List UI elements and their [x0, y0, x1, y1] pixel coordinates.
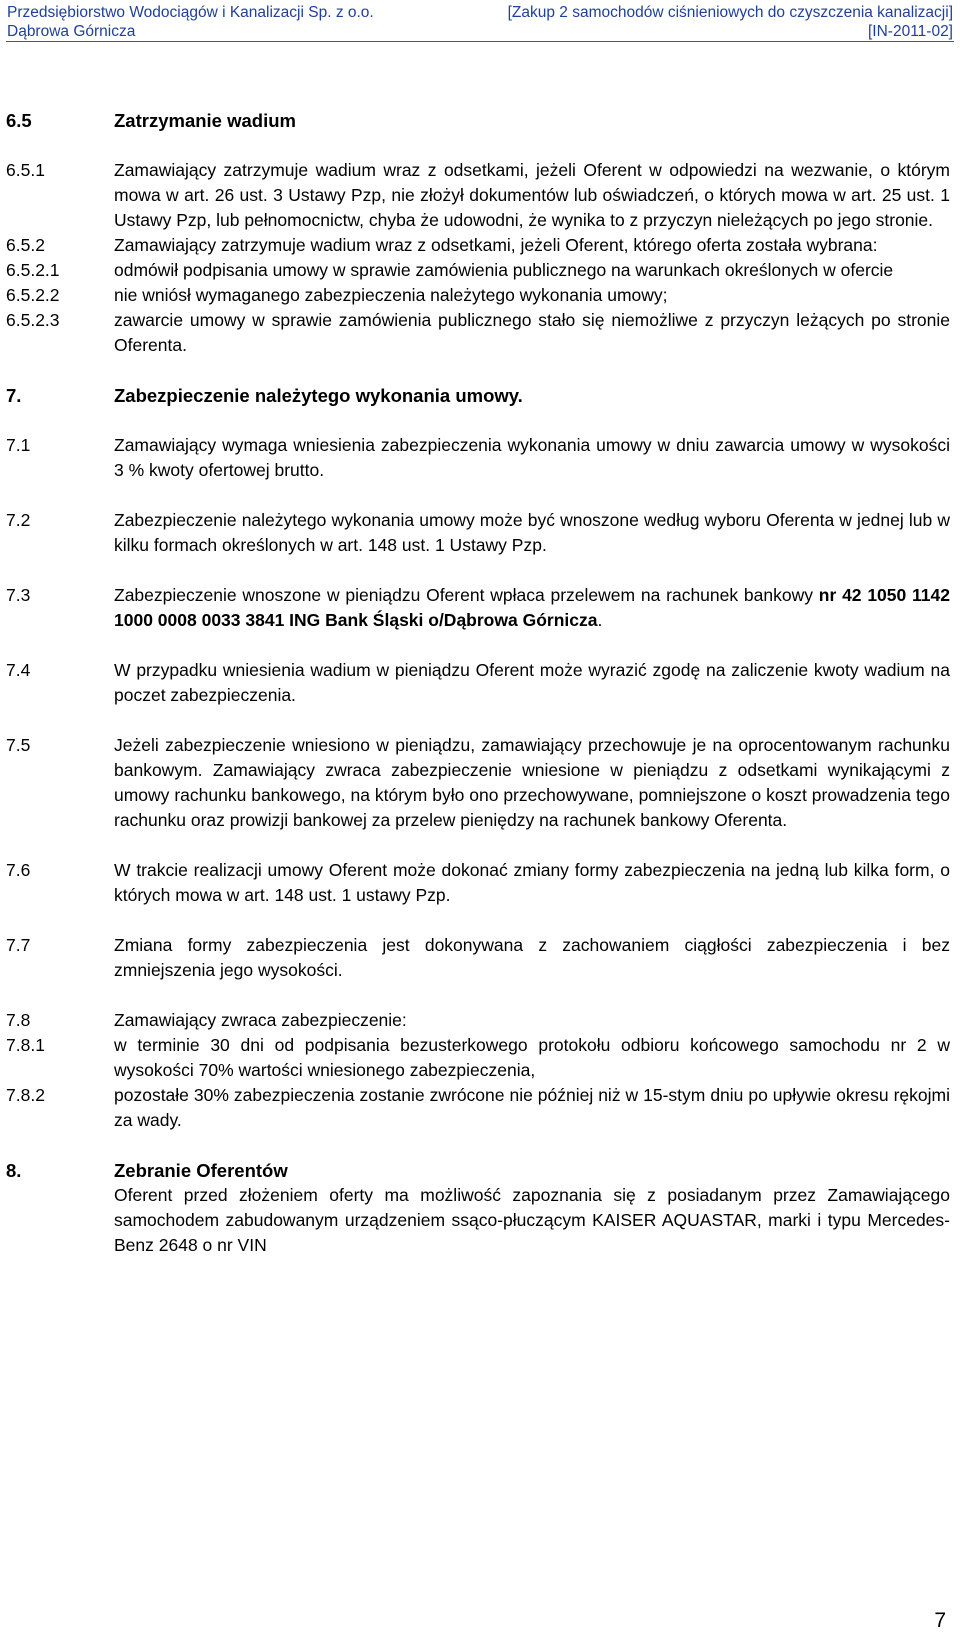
- clause-6-5-2-3: [6, 308, 950, 358]
- header-company-name: Przedsiębiorstwo Wodociągów i Kanalizacji Sp. z o.o.: [7, 4, 374, 21]
- clause-6-5-1: [6, 158, 950, 233]
- clause-6-5-2-2: [6, 283, 950, 308]
- section-number: 7.: [6, 385, 22, 406]
- section-heading-6-5: [6, 108, 950, 133]
- clause-text-part: 3 Ustawy Pzp, nie złożył dokumentów lub oświadczeń, o których mowa w art. 25 ust.: [273, 185, 941, 205]
- clause-text: odmówił podpisania umowy w sprawie zamówienia publicznego na warunkach określonych w ofercie: [114, 260, 894, 280]
- clause-7-8-2: [6, 1083, 950, 1133]
- section-title: Zebranie Oferentów: [114, 1160, 288, 1181]
- clause-number: 7.3: [6, 585, 31, 605]
- clause-number: 7.1: [6, 435, 31, 455]
- section-8-paragraph: [6, 1183, 950, 1258]
- clause-7-8-1: [6, 1033, 950, 1083]
- clause-text: nie wniósł wymaganego zabezpieczenia należytego wykonania umowy;: [114, 285, 668, 305]
- clause-number: 7.7: [6, 935, 31, 955]
- clause-7-8: [6, 1008, 950, 1033]
- clause-text: w terminie 30 dni od podpisania bezusterkowego protokołu odbioru końcowego samochodu nr 2 w wysokości 70% wartości wniesionego zabezpieczenia,: [114, 1035, 950, 1080]
- clause-7-4: [6, 658, 950, 708]
- clause-text: [114, 583, 950, 633]
- clause-text: Zabezpieczenie należytego wykonania umowy może być wnoszone według wyboru Oferenta w jednej lub w kilku formach określonych w art. 148 ust. 1 Ustawy Pzp.: [114, 510, 950, 555]
- section-heading-7: [6, 383, 950, 408]
- header-company: [7, 3, 374, 41]
- section-title: Zabezpieczenie należytego wykonania umowy.: [114, 385, 523, 406]
- clause-number: 6.5.1: [6, 160, 45, 180]
- clause-number: 6.5.2.2: [6, 285, 60, 305]
- clause-text: Jeżeli zabezpieczenie wniesiono w pieniądzu, zamawiający przechowuje je na oprocentowanym rachunku bankowym. Zamawiający zwraca zabezpieczenie wniesione w pieniądzu z odsetkami wynikającymi z umowy rachunku bankowego, na którym było ono przechowywane, pomniejszone o koszt prowadzenia tego rachunku oraz prowizji bankowej za przelew pieniędzy na rachunek bankowy Oferenta.: [114, 735, 950, 830]
- header-subject-code: [IN-2011-02]: [867, 23, 953, 40]
- clause-number: 7.5: [6, 735, 31, 755]
- clause-text: [114, 158, 950, 233]
- clause-7-1: [6, 433, 950, 483]
- section-number: 8.: [6, 1160, 22, 1181]
- clause-7-2: [6, 508, 950, 558]
- clause-text: zawarcie umowy w sprawie zamówienia publicznego stało się niemożliwe z przyczyn leżących po stronie Oferenta.: [114, 310, 950, 355]
- page-header: [0, 0, 960, 44]
- clause-text: Zamawiający zwraca zabezpieczenie:: [114, 1010, 407, 1030]
- clause-number: 7.8.1: [6, 1035, 45, 1055]
- clause-number: 6.5.2: [6, 235, 45, 255]
- page-number: 7: [934, 1609, 946, 1632]
- clause-text: W trakcie realizacji umowy Oferent może dokonać zmiany formy zabezpieczenia na jedną lub kilka form, o których mowa w art. 148 ust. 1 ustawy Pzp.: [114, 860, 950, 905]
- header-subject-title: [Zakup 2 samochodów ciśnieniowych do czyszczenia kanalizacji]: [507, 4, 953, 21]
- header-divider: [6, 41, 954, 42]
- clause-text-part: 1 Ustawy Pzp, lub pełnomocnictw, chyba że udowodni, że wynika to z przyczyn nieleżących po jego stronie.: [114, 185, 950, 230]
- section-title: Zatrzymanie wadium: [114, 110, 296, 131]
- clause-7-3: [6, 583, 950, 633]
- header-company-city: Dąbrowa Górnicza: [7, 23, 136, 40]
- clause-text: Zamawiający zatrzymuje wadium wraz z odsetkami, jeżeli Oferent, którego oferta została wybrana:: [114, 235, 878, 255]
- document-body: [6, 108, 950, 1258]
- clause-text-part: Zabezpieczenie wnoszone w pieniądzu Oferent wpłaca przelewem na rachunek bankowy: [114, 585, 819, 605]
- clause-text-part: Zamawiający zatrzymuje wadium wraz z odsetkami, jeżeli Oferent w odpowiedzi na wezwanie, o którym mowa w art. 26 ust.: [114, 160, 950, 205]
- header-subject: [508, 3, 953, 41]
- clause-number: 7.2: [6, 510, 31, 530]
- clause-number: 7.4: [6, 660, 31, 680]
- clause-text: W przypadku wniesienia wadium w pieniądzu Oferent może wyrazić zgodę na zaliczenie kwoty wadium na poczet zabezpieczenia.: [114, 660, 950, 705]
- clause-number: 7.8: [6, 1010, 31, 1030]
- clause-text: pozostałe 30% zabezpieczenia zostanie zwrócone nie później niż w 15-stym dniu po upływie okresu rękojmi za wady.: [114, 1085, 950, 1130]
- section-number: 6.5: [6, 110, 32, 131]
- section-heading-8: [6, 1158, 950, 1183]
- clause-number: 6.5.2.1: [6, 260, 60, 280]
- clause-7-5: [6, 733, 950, 833]
- clause-6-5-2-1: [6, 258, 950, 283]
- clause-text-part: .: [597, 610, 603, 630]
- clause-number: 7.8.2: [6, 1085, 45, 1105]
- clause-text: Zmiana formy zabezpieczenia jest dokonywana z zachowaniem ciągłości zabezpieczenia i bez zmniejszenia jego wysokości.: [114, 935, 950, 980]
- clause-6-5-2: [6, 233, 950, 258]
- clause-7-6: [6, 858, 950, 908]
- bank-account: nr 42 1050 1142 1000 0008 0033 3841 ING Bank Śląski o/Dąbrowa Górnicza: [114, 585, 951, 630]
- clause-text: Zamawiający wymaga wniesienia zabezpieczenia wykonania umowy w dniu zawarcia umowy w wysokości 3 % kwoty ofertowej brutto.: [114, 435, 950, 480]
- clause-7-7: [6, 933, 950, 983]
- clause-number: 7.6: [6, 860, 31, 880]
- paragraph-text: Oferent przed złożeniem oferty ma możliwość zapoznania się z posiadanym przez Zamawiającego samochodem zabudowanym urządzeniem ssąco-płuczącym KAISER AQUASTAR, marki i typu Mercedes-Benz 2648 o nr VIN: [114, 1185, 950, 1255]
- clause-number: 6.5.2.3: [6, 310, 60, 330]
